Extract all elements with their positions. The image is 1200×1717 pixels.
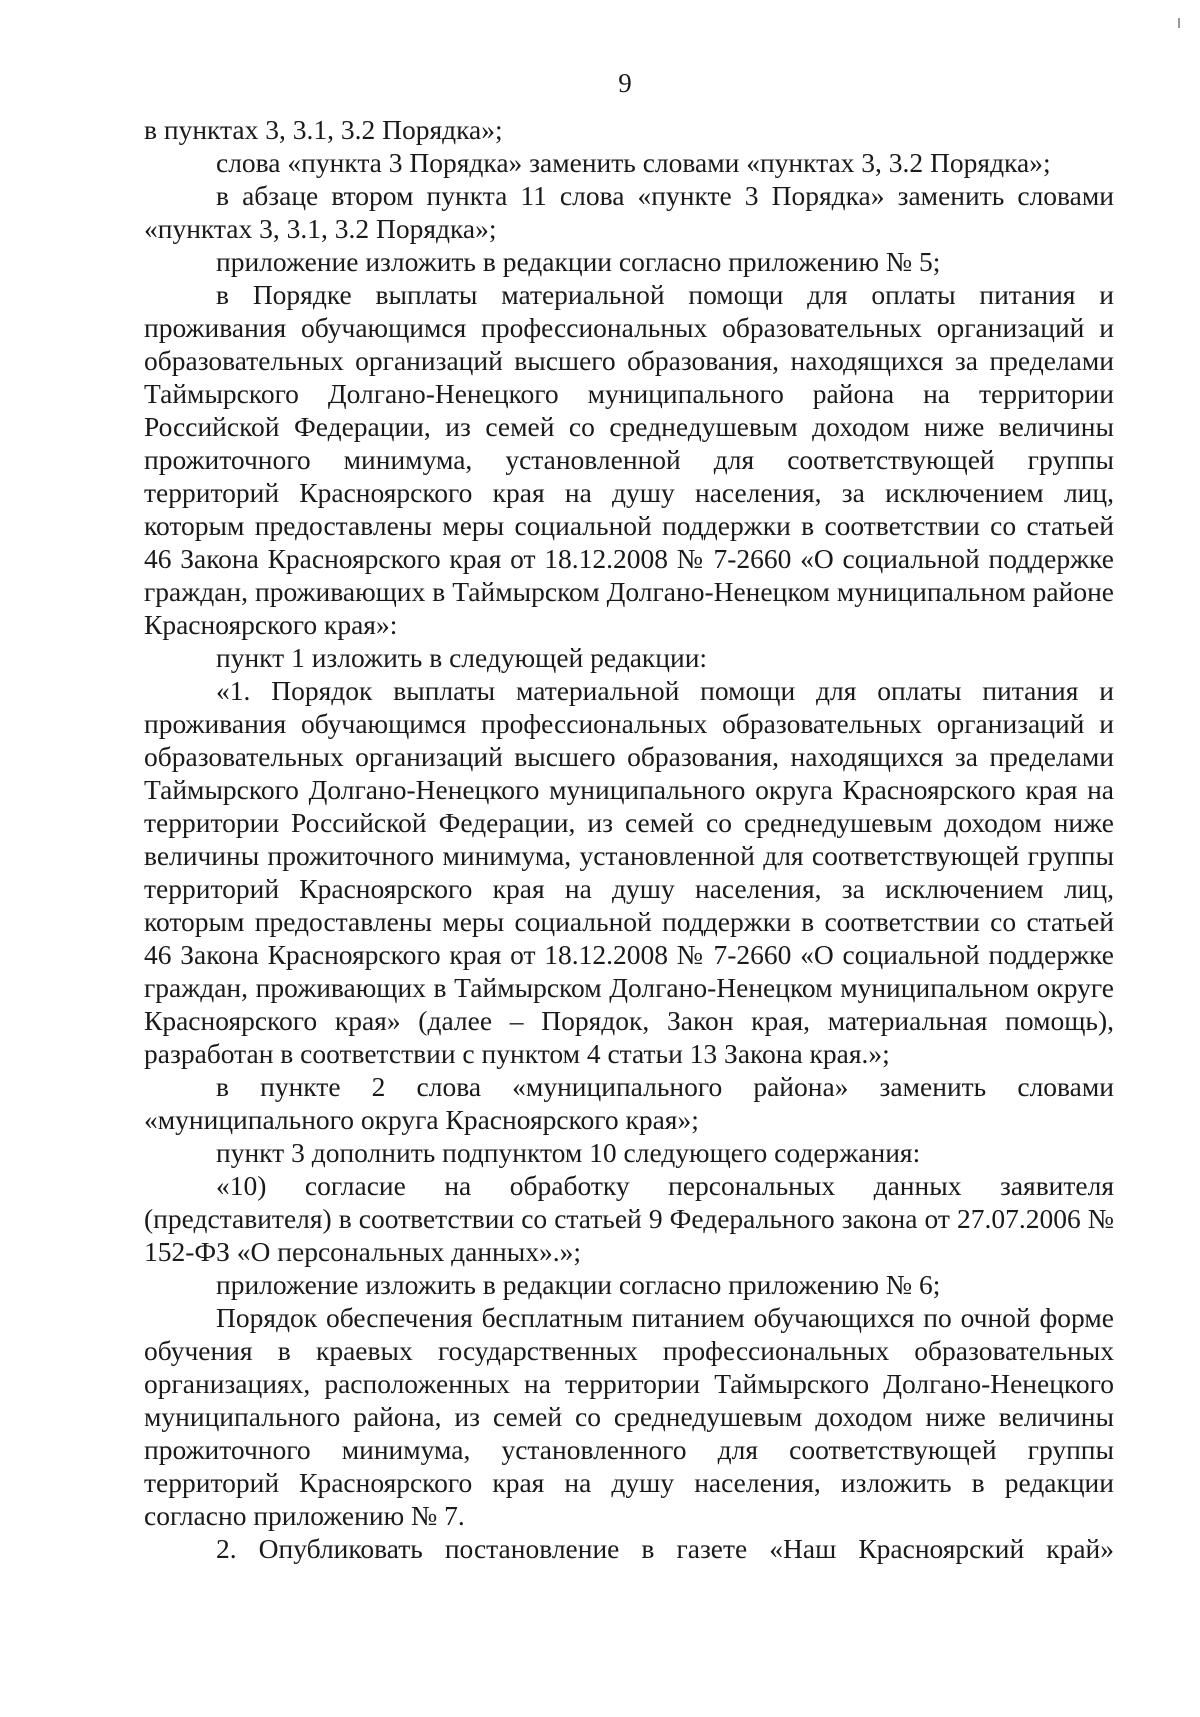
paragraph: в абзаце втором пункта 11 слова «пункте 3 Порядка» заменить словами «пунктах 3, 3.1, 3.2 Порядка»; — [144, 180, 1114, 244]
paragraph: слова «пункта 3 Порядка» заменить словами «пунктах 3, 3.2 Порядка»; — [216, 147, 1051, 178]
paragraph: 2. Опубликовать постановление в газете «Наш Красноярский край» — [216, 1533, 1114, 1564]
paragraph: в пункте 2 слова «муниципального района» заменить словами «муниципального округа Красноярского края»; — [144, 1071, 1114, 1135]
paragraph: «10) согласие на обработку персональных данных заявителя (представителя) в соответствии со статьей 9 Федерального закона от 27.07.2006 № 152-ФЗ «О персональных данных».»; — [144, 1170, 1114, 1267]
paragraph: в пунктах 3, 3.1, 3.2 Порядка»; — [144, 114, 503, 145]
scan-artifact — [1178, 18, 1180, 28]
paragraph: приложение изложить в редакции согласно приложению № 6; — [216, 1269, 941, 1300]
paragraph: Порядок обеспечения бесплатным питанием обучающихся по очной форме обучения в краевых государственных профессиональных образовательных организациях, расположенных на территории Таймырского Долгано-Ненецкого муниципального района, из семей со среднедушевым доходом ниже величины прожиточного минимума, установленного для соответствующей группы территорий Красноярского края на душу населения, изложить в редакции согласно приложению № 7. — [144, 1302, 1114, 1531]
paragraph: в Порядке выплаты материальной помощи для оплаты питания и проживания обучающимся профессиональных образовательных организаций и образовательных организаций высшего образования, находящихся за пределами Таймырского Долгано-Ненецкого муниципального района на территории Российской Федерации, из семей со среднедушевым доходом ниже величины прожиточного минимума, установленной для соответствующей группы территорий Красноярского края на душу населения, за исключением лиц, которым предоставлены меры социальной поддержки в соответствии со статьей 46 Закона Красноярского края от 18.12.2008 № 7-2660 «О социальной поддержке граждан, проживающих в Таймырском Долгано-Ненецком муниципальном районе Красноярского края»: — [144, 279, 1114, 640]
paragraph: пункт 3 дополнить подпунктом 10 следующего содержания: — [216, 1137, 921, 1168]
page-number: 9 — [618, 68, 632, 98]
paragraph: «1. Порядок выплаты материальной помощи для оплаты питания и проживания обучающимся профессиональных образовательных организаций и образовательных организаций высшего образования, находящихся за пределами Таймырского Долгано-Ненецкого муниципального округа Красноярского края на территории Российской Федерации, из семей со среднедушевым доходом ниже величины прожиточного минимума, установленной для соответствующей группы территорий Красноярского края на душу населения, за исключением лиц, которым предоставлены меры социальной поддержки в соответствии со статьей 46 Закона Красноярского края от 18.12.2008 № 7-2660 «О социальной поддержке граждан, проживающих в Таймырском Долгано-Ненецком муниципальном округе Красноярского края» (далее – Порядок, Закон края, материальная помощь), разработан в соответствии с пунктом 4 статьи 13 Закона края.»; — [144, 675, 1114, 1069]
paragraph: пункт 1 изложить в следующей редакции: — [216, 642, 708, 673]
paragraph: приложение изложить в редакции согласно приложению № 5; — [216, 246, 941, 277]
document-body — [144, 113, 1114, 1565]
